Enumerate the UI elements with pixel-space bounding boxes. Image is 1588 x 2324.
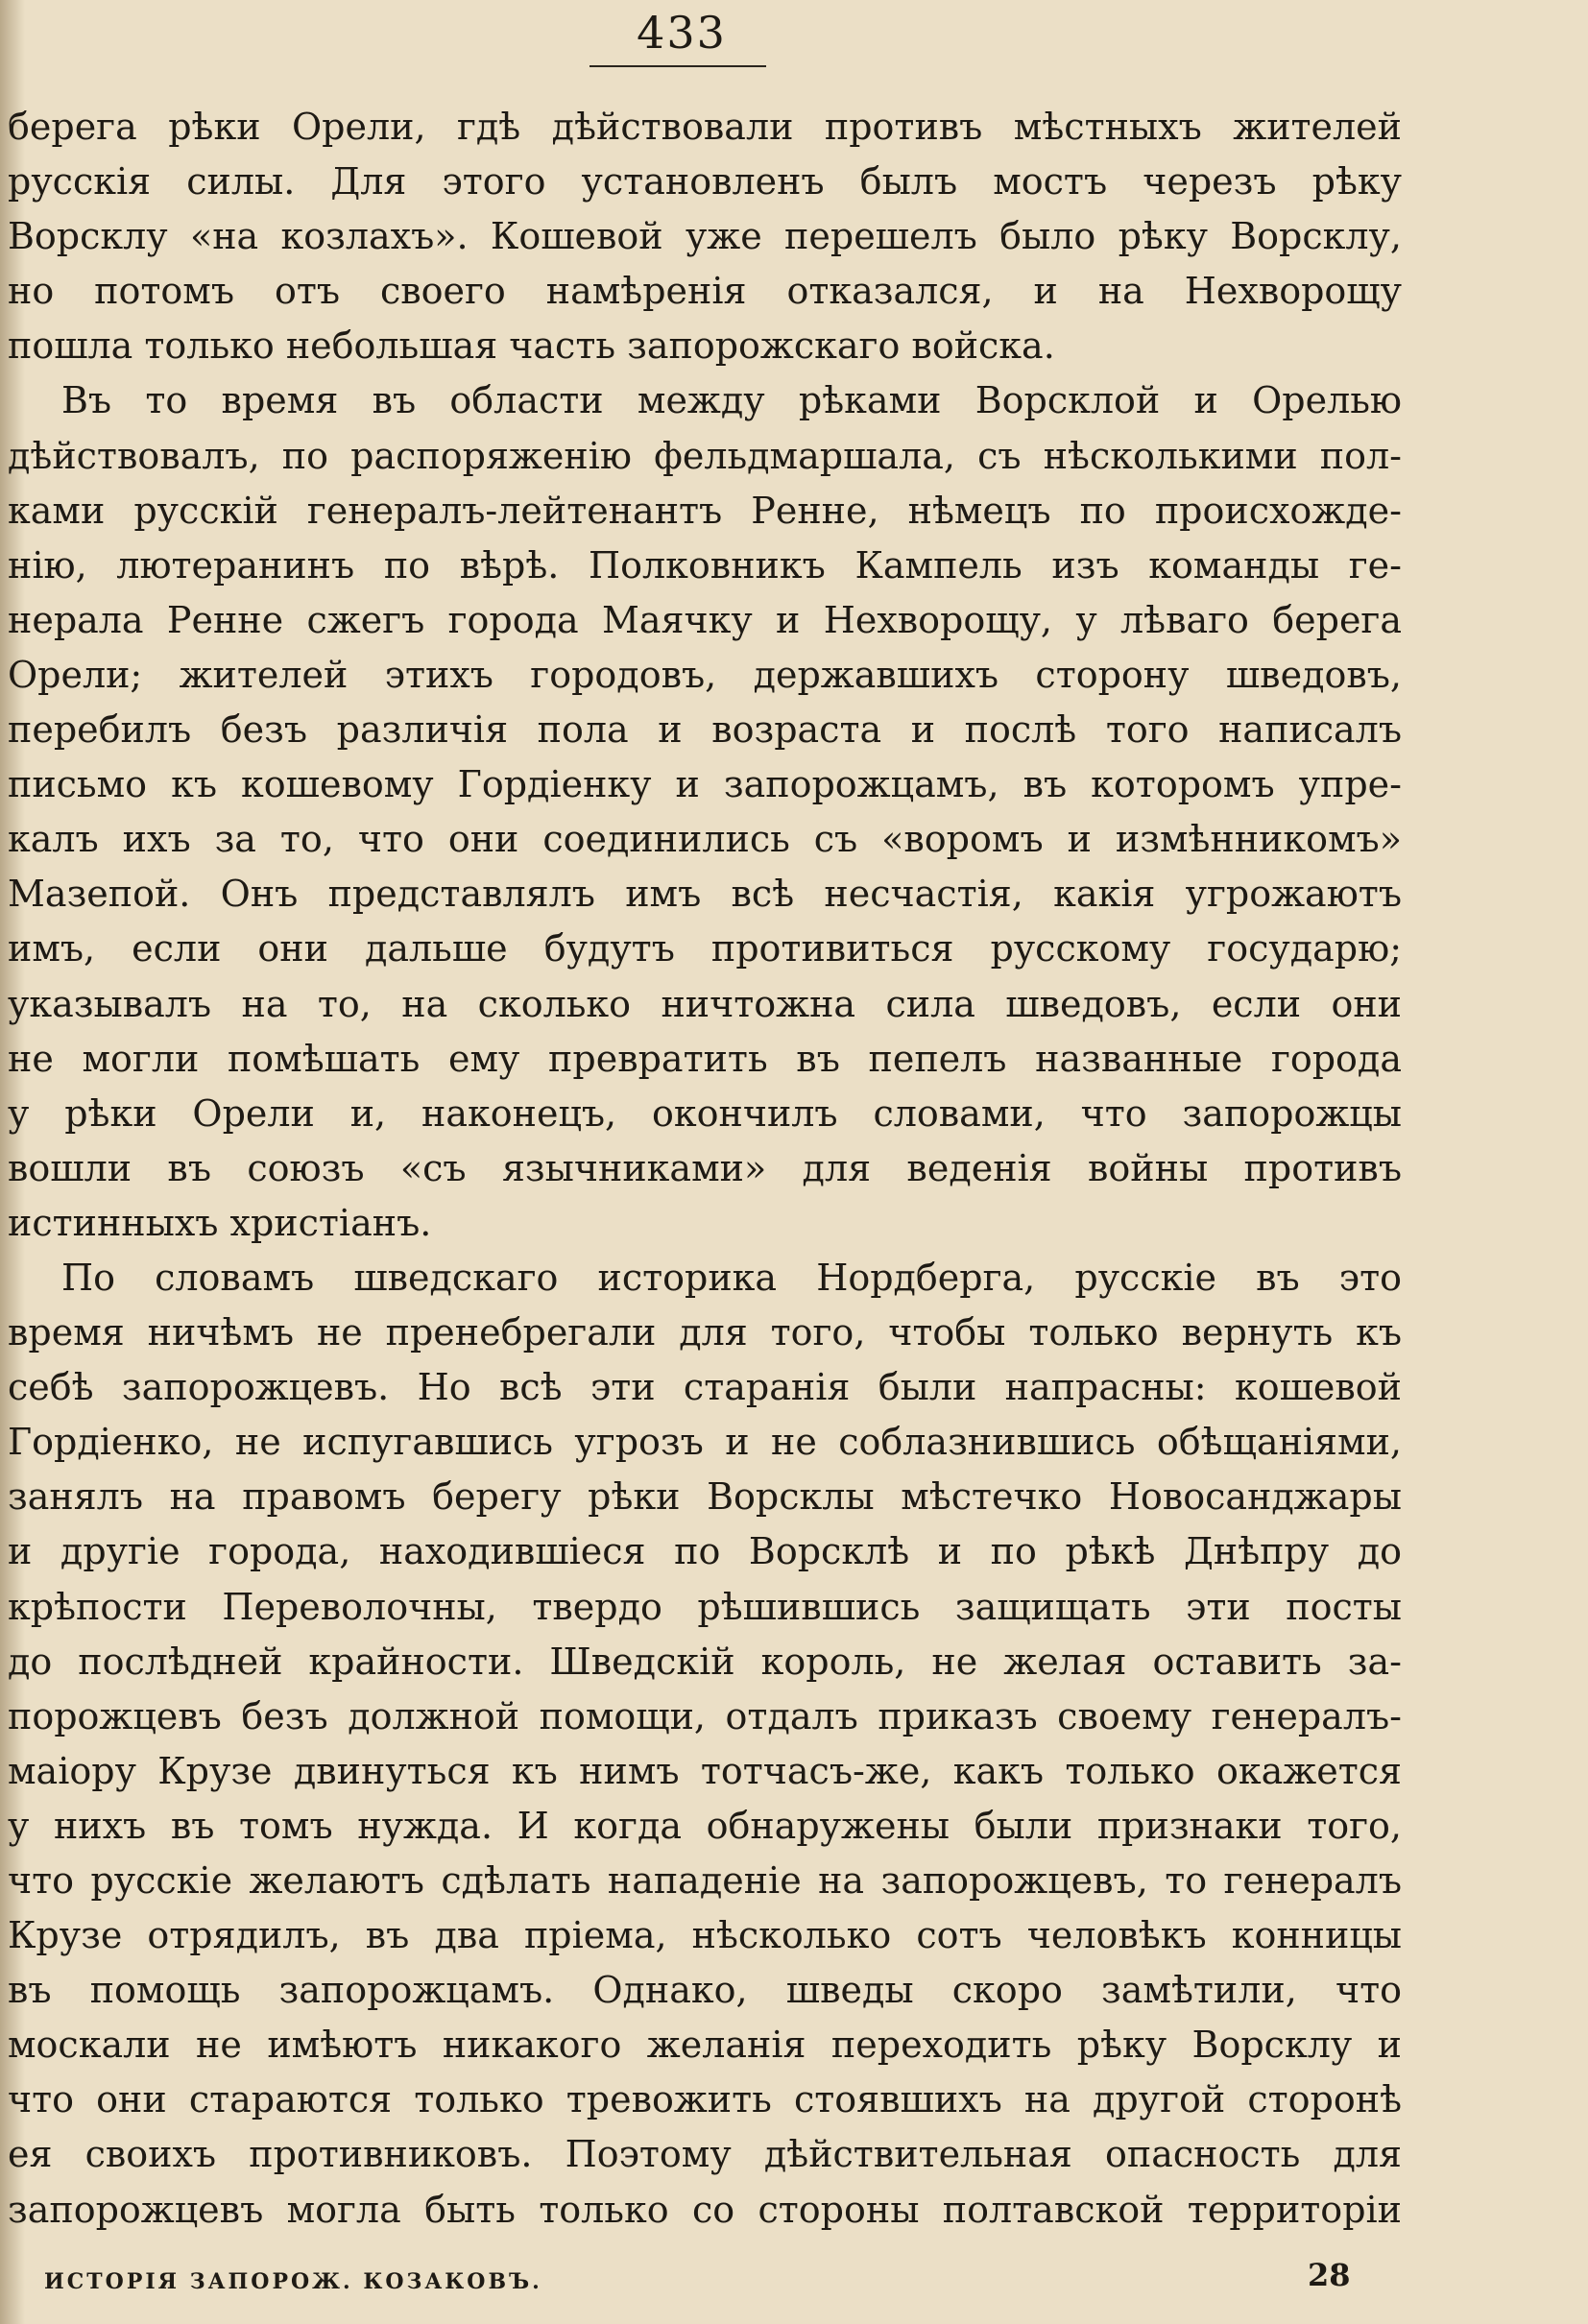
text-line: ками русскій генералъ-лейтенантъ Ренне, нѣмецъ по происхожде- (8, 489, 1402, 532)
page-number: 433 (637, 7, 727, 59)
header-rule (589, 65, 766, 67)
text-line: запорожцевъ могла быть только со стороны полтавской территоріи (8, 2188, 1402, 2231)
text-line: Орели; жителей этихъ городовъ, державшихъ сторону шведовъ, (8, 653, 1402, 696)
text-line: занялъ на правомъ берегу рѣки Ворсклы мѣстечко Новосанджары (8, 1475, 1402, 1519)
text-line: маіору Крузе двинуться къ нимъ тотчасъ-же, какъ только окажется (8, 1749, 1402, 1792)
footer-book-title: ИСТОРІЯ ЗАПОРОЖ. КОЗАКОВЪ. (44, 2269, 542, 2294)
paragraph-first-line: Въ то время въ области между рѣками Ворсклой и Орелью (61, 379, 1402, 422)
text-line: не могли помѣшать ему превратить въ пепелъ названные города (8, 1037, 1402, 1080)
text-line: что русскіе желаютъ сдѣлать нападеніе на запорожцевъ, то генералъ (8, 1859, 1402, 1902)
text-line: ея своихъ противниковъ. Поэтому дѣйствительная опасность для (8, 2133, 1402, 2176)
paragraph-first-line: По словамъ шведскаго историка Нордберга, русскіе въ это (61, 1256, 1402, 1299)
text-line: въ помощь запорожцамъ. Однако, шведы скоро замѣтили, что (8, 1969, 1402, 2012)
text-line: нію, лютеранинъ по вѣрѣ. Полковникъ Кампель изъ команды ге- (8, 543, 1402, 587)
text-line: истинныхъ христіанъ. (8, 1201, 432, 1244)
text-line: у рѣки Орели и, наконецъ, окончилъ словами, что запорожцы (8, 1091, 1402, 1135)
text-line: Гордіенко, не испугавшись угрозъ и не соблазнившись обѣщаніями, (8, 1421, 1402, 1464)
text-line: нерала Ренне сжегъ города Маячку и Нехворощу, у лѣваго берега (8, 598, 1402, 641)
text-line: у нихъ въ томъ нужда. И когда обнаружены были признаки того, (8, 1804, 1402, 1847)
text-line: русскія силы. Для этого установленъ былъ мостъ черезъ рѣку (8, 160, 1402, 204)
body-text (8, 100, 1402, 2238)
text-line: калъ ихъ за то, что они соединились съ «воромъ и измѣнникомъ» (8, 818, 1402, 861)
text-line: берега рѣки Орели, гдѣ дѣйствовали противъ мѣстныхъ жителей (8, 106, 1402, 148)
text-line: пошла только небольшая часть запорожскаго войска. (8, 324, 1055, 368)
text-line: указывалъ на то, на сколько ничтожна сила шведовъ, если они (8, 982, 1402, 1025)
text-line: время ничѣмъ не пренебрегали для того, чтобы только вернуть къ (8, 1311, 1402, 1354)
text-line: что они стараются только тревожить стоявшихъ на другой сторонѣ (8, 2078, 1402, 2121)
text-line: Мазепой. Онъ представлялъ имъ всѣ несчастія, какія угрожаютъ (8, 873, 1402, 916)
text-line: крѣпости Переволочны, твердо рѣшившись защищать эти посты (8, 1585, 1402, 1628)
text-line: москали не имѣютъ никакого желанія переходить рѣку Ворсклу и (8, 2024, 1402, 2067)
text-line: дѣйствовалъ, по распоряженію фельдмаршала, съ нѣсколькими пол- (8, 434, 1402, 477)
text-line: имъ, если они дальше будутъ противиться русскому государю; (8, 927, 1402, 970)
text-line: Крузе отрядилъ, въ два пріема, нѣсколько сотъ человѣкъ конницы (8, 1914, 1402, 1957)
text-line: Ворсклу «на козлахъ». Кошевой уже перешелъ было рѣку Ворсклу, (8, 215, 1402, 258)
text-line: перебилъ безъ различія пола и возраста и послѣ того написалъ (8, 708, 1402, 752)
text-line: до послѣдней крайности. Шведскій король, не желая оставить за- (8, 1640, 1402, 1683)
text-line: и другіе города, находившіеся по Ворсклѣ и по рѣкѣ Днѣпру до (8, 1530, 1402, 1573)
text-line: но потомъ отъ своего намѣренія отказался, и на Нехворощу (8, 270, 1402, 313)
text-line: вошли въ союзъ «съ язычниками» для веденія войны противъ (8, 1146, 1402, 1189)
text-line: себѣ запорожцевъ. Но всѣ эти старанія были напрасны: кошевой (8, 1366, 1402, 1409)
text-line: письмо къ кошевому Гордіенку и запорожцамъ, въ которомъ упре- (8, 763, 1402, 806)
text-line: порожцевъ безъ должной помощи, отдалъ приказъ своему генералъ- (8, 1694, 1402, 1737)
signature-mark: 28 (1308, 2257, 1351, 2293)
